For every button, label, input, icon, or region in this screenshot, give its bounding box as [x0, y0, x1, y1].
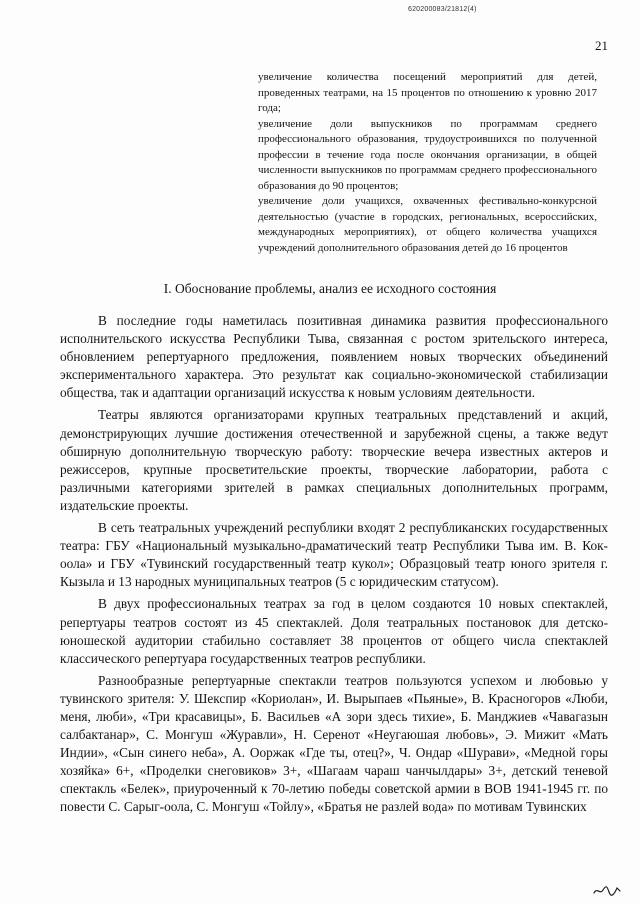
handwritten-signature-mark — [592, 883, 622, 897]
paragraph: Театры являются организаторами крупных театральных представлений и акций, демонстрирующих лучшие достижения отечественной и зарубежной сцены, а также ведут обширную дополнительную творческую работу: творческие вечера известных актеров и режиссеров, крупные просветительские проекты, творческие лаборатории, работа с различными категориями зрителей в рамках специальных дополнительных программ, издательские проекты. — [60, 407, 608, 513]
paragraph: В последние годы наметилась позитивная динамика развития профессионального исполнительского искусства Республики Тыва, связанная с ростом зрительского интереса, обновлением репертуарного предложения, появлением новых творческих объединений экспериментального характера. Это результат как социально-экономической стабилизации общества, так и адаптации организаций искусства к новым условиям деятельности. — [60, 313, 608, 401]
section-heading: I. Обоснование проблемы, анализ ее исходного состояния — [163, 281, 497, 296]
list-item: увеличение доли учащихся, охваченных фестивально-конкурсной деятельностью (участие в городских, региональных, всероссийских, международных мероприятиях), от общего количества учащихся учреждений дополнительного образования детей до 16 процентов — [258, 195, 597, 254]
list-item: увеличение количества посещений мероприятий для детей, проведенных театрами, на 15 процентов по отношению к уровню 2017 года; — [258, 71, 597, 114]
list-item: увеличение доли выпускников по программам среднего профессионального образования, трудоустроившихся по полученной профессии в течение года после окончания организации, в общей численности выпускников по программам среднего профессионального образования до 90 процентов; — [258, 117, 597, 192]
document-id: 620200083/21812(4) — [408, 6, 477, 13]
paragraph: Разнообразные репертуарные спектакли театров пользуются успехом и любовью у тувинского зрителя: У. Шекспир «Кориолан», И. Вырыпаев «Пьяные», В. Красногоров «Люби, меня, люби», «Три красавицы», Б. Васильев «А зори здесь тихие», Б. Манджиев «Чавагазын салбактанар», С. Монгуш «Журавли», Н. Серенот «Неугаюшая любовь», Э. Мижит «Мать Индии», «Сын синего неба», А. Ооржак «Где ты, отец?», Ч. Ондар «Шурави», «Медной горы хозяйка» 6+, «Проделки снеговиков» 3+, «Шагаам чараш чанчылдары» 3+, детский теневой спектакль «Белек», приуроченный к 70-летию победы советской армии в ВОВ 1941-1945 гг. по повести С. Сарыг-оола, С. Монгуш «Тойлу», «Братья не разлей вода» по мотивам Тувинских — [60, 672, 608, 815]
target-indicators-list — [258, 70, 597, 256]
paragraph: В двух профессиональных театрах за год в целом создаются 10 новых спектаклей, репертуары театров состоят из 45 спектаклей. Доля театральных постановок для детско-юношеской аудитории стабильно составляет 38 процентов от общего числа спектаклей классического репертуара государственных театров республики. — [60, 596, 608, 666]
body-text — [60, 312, 608, 821]
paragraph: В сеть театральных учреждений республики входят 2 республиканских государственных театра: ГБУ «Национальный музыкально-драматический театр Республики Тыва им. В. Кок-оола» и ГБУ «Тувинский государственный театр кукол»; Образцовый театр юного зрителя г. Кызыла и 13 народных муниципальных театров (5 с юридическим статусом). — [60, 520, 608, 590]
page-number: 21 — [595, 38, 608, 53]
